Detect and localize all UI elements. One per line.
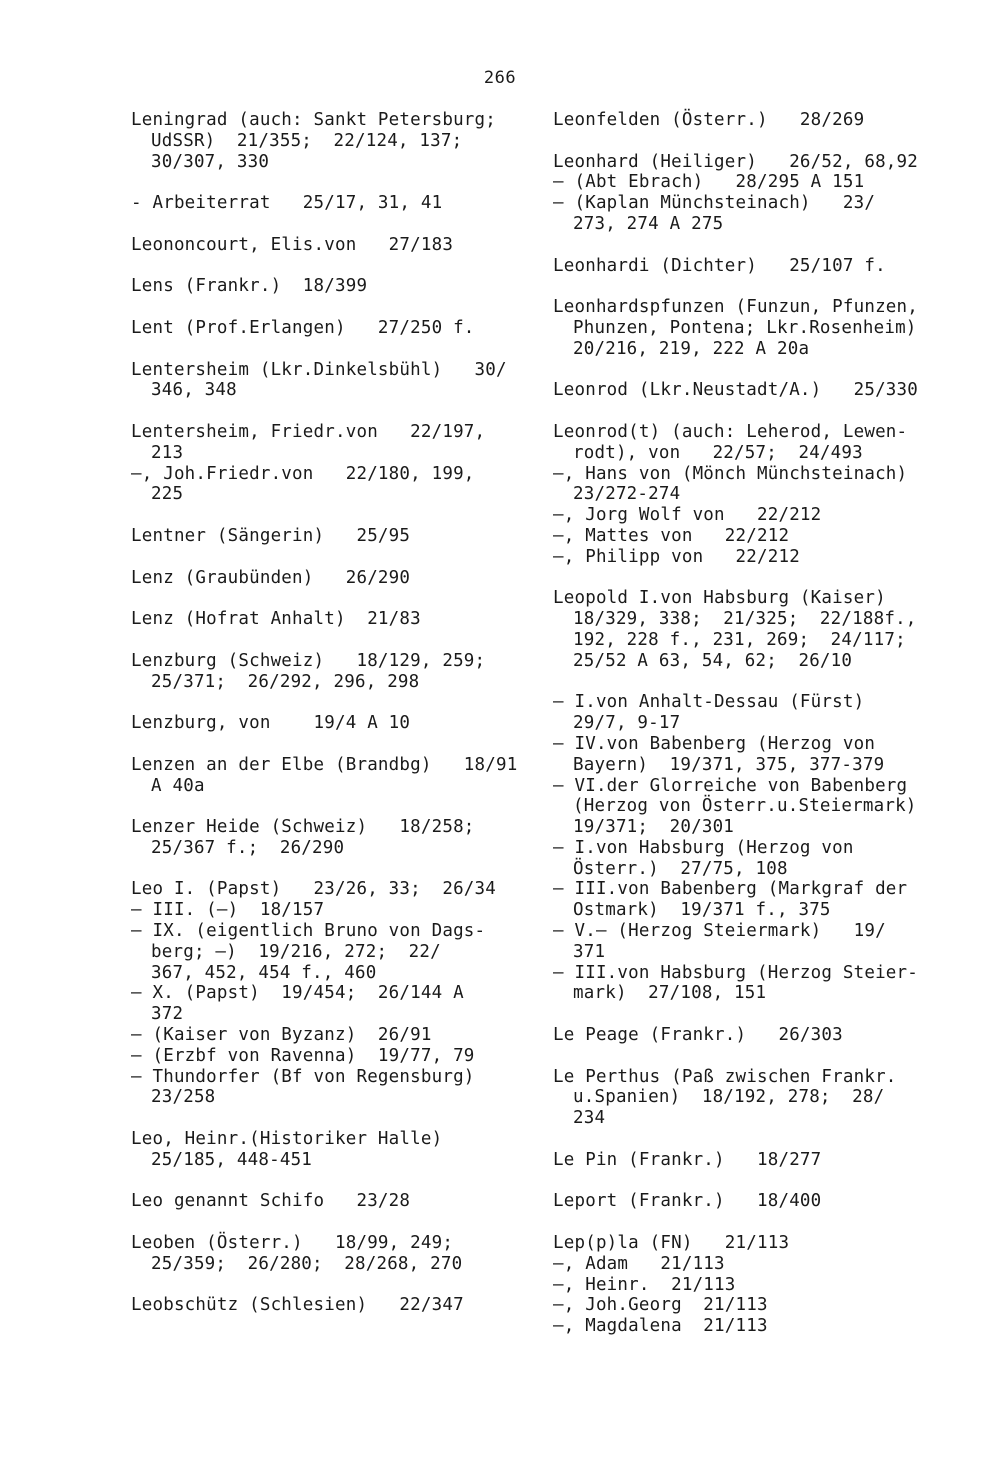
index-entry-line: mark) 27/108, 151 xyxy=(573,983,767,1004)
index-entry-line: — (Abt Ebrach) 28/295 A 151 xyxy=(553,172,865,193)
index-entry-line: 367, 452, 454 f., 460 xyxy=(151,962,377,983)
index-entry xyxy=(131,1129,551,1171)
index-entry-line: Leo, Heinr.(Historiker Halle) xyxy=(131,1129,443,1150)
index-entry-line: —, Joh.Friedr.von 22/180, 199, xyxy=(131,463,475,484)
index-entry-line: — IV.von Babenberg (Herzog von xyxy=(553,733,876,754)
index-entry-line: 225 xyxy=(151,484,184,505)
index-entry-line: Leoben (Österr.) 18/99, 249; xyxy=(131,1233,454,1254)
index-entry xyxy=(131,422,551,505)
index-entry-line: — I.von Habsburg (Herzog von xyxy=(553,837,854,858)
index-entry xyxy=(131,110,551,172)
index-entry-line: Leonrod (Lkr.Neustadt/A.) 25/330 xyxy=(553,380,919,401)
index-column-left xyxy=(131,110,551,1337)
index-entry-line: Ostmark) 19/371 f., 375 xyxy=(573,900,831,921)
index-entry-line: 30/307, 330 xyxy=(151,151,270,172)
index-entry-line: Bayern) 19/371, 375, 377-379 xyxy=(573,754,885,775)
index-entry-line: — IX. (eigentlich Bruno von Dags- xyxy=(131,921,486,942)
index-entry-line: berg; —) 19/216, 272; 22/ xyxy=(151,941,441,962)
index-entry-line: Phunzen, Pontena; Lkr.Rosenheim) xyxy=(573,317,917,338)
index-entry-line: Lenzburg, von 19/4 A 10 xyxy=(131,713,411,734)
index-entry-line: Lenz (Hofrat Anhalt) 21/83 xyxy=(131,609,421,630)
index-entry-line: — X. (Papst) 19/454; 26/144 A xyxy=(131,983,464,1004)
index-entry xyxy=(553,297,978,359)
index-entry xyxy=(553,1067,978,1129)
index-entry-line: — Thundorfer (Bf von Regensburg) xyxy=(131,1066,475,1087)
index-entry-line: 25/52 A 63, 54, 62; 26/10 xyxy=(573,650,853,671)
index-entry xyxy=(131,651,551,693)
index-entry-line: Lent (Prof.Erlangen) 27/250 f. xyxy=(131,317,475,338)
index-entry-line: — V.— (Herzog Steiermark) 19/ xyxy=(553,921,886,942)
index-entry-line: — (Kaplan Münchsteinach) 23/ xyxy=(553,193,876,214)
index-entry xyxy=(131,276,551,297)
index-entry-line: 234 xyxy=(573,1108,606,1129)
index-entry-line: 192, 228 f., 231, 269; 24/117; xyxy=(573,629,906,650)
index-entry-line: — VI.der Glorreiche von Babenberg xyxy=(553,775,908,796)
index-entry-line: —, Philipp von 22/212 xyxy=(553,546,800,567)
index-entry xyxy=(553,152,978,235)
index-entry-line: 346, 348 xyxy=(151,380,237,401)
index-entry-line: Leport (Frankr.) 18/400 xyxy=(553,1191,822,1212)
index-entry-line: u.Spanien) 18/192, 278; 28/ xyxy=(573,1087,885,1108)
index-entry-line: UdSSR) 21/355; 22/124, 137; xyxy=(151,130,463,151)
page-number: 266 xyxy=(483,68,517,88)
index-entry-line: Lenzen an der Elbe (Brandbg) 18/91 xyxy=(131,754,518,775)
index-entry xyxy=(131,235,551,256)
index-column-right xyxy=(553,110,978,1358)
index-entry xyxy=(553,380,978,401)
index-entry-line: — I.von Anhalt-Dessau (Fürst) xyxy=(553,692,865,713)
index-entry-line: —, Heinr. 21/113 xyxy=(553,1274,736,1295)
index-entry xyxy=(131,755,551,797)
index-entry-line: —, Mattes von 22/212 xyxy=(553,525,790,546)
index-entry-line: 23/272-274 xyxy=(573,484,681,505)
index-entry xyxy=(131,1295,551,1316)
index-entry-line: Leonhard (Heiliger) 26/52, 68,92 xyxy=(553,151,919,172)
index-entry xyxy=(553,1191,978,1212)
index-entry-line: Lentersheim (Lkr.Dinkelsbühl) 30/ xyxy=(131,359,507,380)
index-entry-line: Le Pin (Frankr.) 18/277 xyxy=(553,1149,822,1170)
index-entry-line: rodt), von 22/57; 24/493 xyxy=(573,442,863,463)
index-entry-line: 20/216, 219, 222 A 20a xyxy=(573,338,810,359)
index-entry xyxy=(131,1233,551,1275)
index-entry-line: 25/371; 26/292, 296, 298 xyxy=(151,671,420,692)
index-entry-line: Lentner (Sängerin) 25/95 xyxy=(131,525,411,546)
index-entry-line: Lens (Frankr.) 18/399 xyxy=(131,276,368,297)
index-entry xyxy=(131,1191,551,1212)
index-entry-line: 29/7, 9-17 xyxy=(573,713,681,734)
index-entry xyxy=(131,568,551,589)
index-entry-line: — III.von Babenberg (Markgraf der xyxy=(553,879,908,900)
index-entry-line: 25/359; 26/280; 28/268, 270 xyxy=(151,1253,463,1274)
index-entry-line: A 40a xyxy=(151,775,205,796)
index-entry-line: — (Erzbf von Ravenna) 19/77, 79 xyxy=(131,1045,475,1066)
index-entry-line: —, Adam 21/113 xyxy=(553,1253,725,1274)
index-entry-line: — III.von Habsburg (Herzog Steier- xyxy=(553,962,919,983)
index-entry-line: 371 xyxy=(573,941,606,962)
index-entry-line: —, Hans von (Mönch Münchsteinach) xyxy=(553,463,908,484)
index-entry-line: — (Kaiser von Byzanz) 26/91 xyxy=(131,1025,432,1046)
index-entry-line: Leonhardi (Dichter) 25/107 f. xyxy=(553,255,886,276)
index-entry xyxy=(131,526,551,547)
index-entry-line: 19/371; 20/301 xyxy=(573,817,735,838)
index-entry-line: 213 xyxy=(151,442,184,463)
index-entry xyxy=(131,713,551,734)
index-entry-line: (Herzog von Österr.u.Steiermark) xyxy=(573,796,917,817)
index-entry-line: Leningrad (auch: Sankt Petersburg; xyxy=(131,110,497,130)
index-entry-line: Leonrod(t) (auch: Leherod, Lewen- xyxy=(553,421,908,442)
index-entry-line: Lentersheim, Friedr.von 22/197, xyxy=(131,421,486,442)
index-entry-line: 23/258 xyxy=(151,1087,216,1108)
index-entry-line: - Arbeiterrat 25/17, 31, 41 xyxy=(131,193,443,214)
index-entry xyxy=(131,193,551,214)
index-entry-line: 372 xyxy=(151,1004,184,1025)
index-entry xyxy=(131,360,551,402)
index-entry-line: Le Perthus (Paß zwischen Frankr. xyxy=(553,1066,897,1087)
index-entry-line: Leo I. (Papst) 23/26, 33; 26/34 xyxy=(131,879,497,900)
index-entry xyxy=(553,692,978,1004)
index-entry-line: Österr.) 27/75, 108 xyxy=(573,858,788,879)
index-entry xyxy=(553,110,978,131)
index-entry-line: Leonfelden (Österr.) 28/269 xyxy=(553,110,865,130)
index-entry-line: Leonhardspfunzen (Funzun, Pfunzen, xyxy=(553,297,919,318)
index-entry-line: — III. (—) 18/157 xyxy=(131,900,325,921)
index-entry xyxy=(553,1233,978,1337)
index-entry-line: 18/329, 338; 21/325; 22/188f., xyxy=(573,609,917,630)
index-entry-line: 25/185, 448-451 xyxy=(151,1149,313,1170)
index-entry-line: Leopold I.von Habsburg (Kaiser) xyxy=(553,588,886,609)
index-entry-line: Leo genannt Schifo 23/28 xyxy=(131,1191,411,1212)
index-entry xyxy=(553,256,978,277)
index-entry xyxy=(553,422,978,568)
index-entry-line: Lep(p)la (FN) 21/113 xyxy=(553,1233,790,1254)
index-entry xyxy=(131,609,551,630)
index-entry-line: Lenz (Graubünden) 26/290 xyxy=(131,567,411,588)
index-entry-line: —, Joh.Georg 21/113 xyxy=(553,1295,768,1316)
index-entry-line: Le Peage (Frankr.) 26/303 xyxy=(553,1025,843,1046)
index-entry-line: —, Magdalena 21/113 xyxy=(553,1316,768,1337)
index-entry-line: 273, 274 A 275 xyxy=(573,213,724,234)
index-entry xyxy=(553,588,978,671)
index-entry xyxy=(131,879,551,1108)
index-entry-line: Leobschütz (Schlesien) 22/347 xyxy=(131,1295,464,1316)
index-entry-line: —, Jorg Wolf von 22/212 xyxy=(553,505,822,526)
index-entry-line: Lenzer Heide (Schweiz) 18/258; xyxy=(131,817,475,838)
index-entry-line: Leononcourt, Elis.von 27/183 xyxy=(131,234,454,255)
index-entry xyxy=(131,318,551,339)
index-entry xyxy=(131,817,551,859)
index-entry xyxy=(553,1025,978,1046)
index-entry-line: 25/367 f.; 26/290 xyxy=(151,837,345,858)
index-entry-line: Lenzburg (Schweiz) 18/129, 259; xyxy=(131,650,486,671)
index-entry xyxy=(553,1150,978,1171)
